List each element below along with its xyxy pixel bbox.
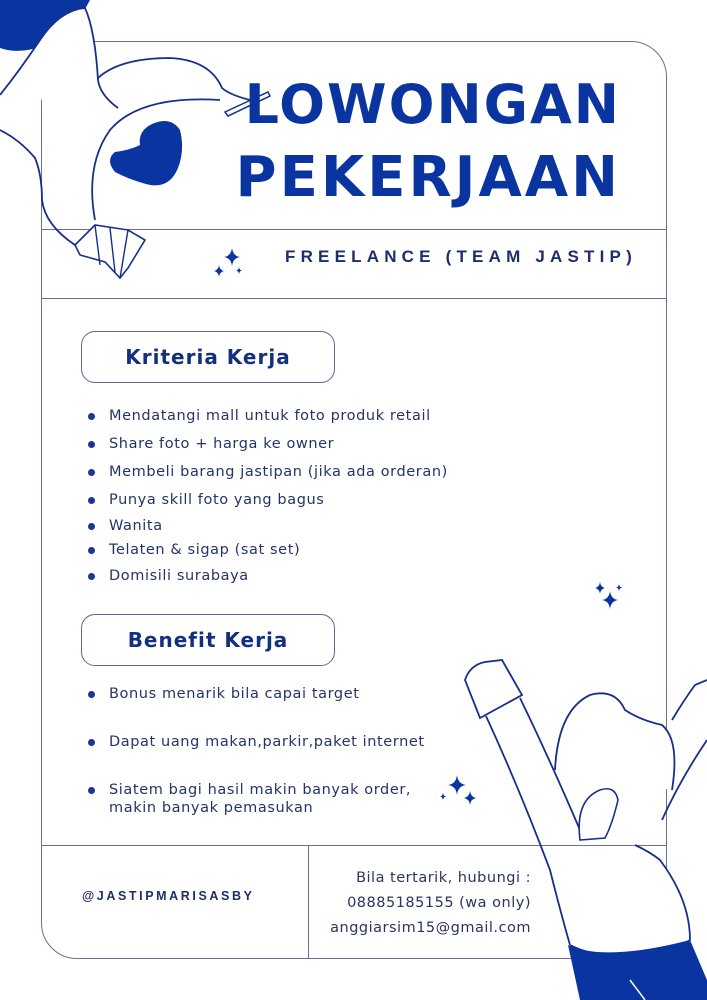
section-title-benefits: [81, 614, 335, 666]
list-item: Telaten & sigap (sat set): [88, 541, 448, 559]
criteria-list: [88, 407, 448, 585]
title-line-2: PEKERJAAN: [235, 145, 621, 210]
list-item: Mendatangi mall untuk foto produk retail: [88, 407, 448, 425]
contact-label: Bila tertarik, hubungi :: [356, 870, 531, 886]
person-cheering-illustration: [440, 640, 707, 1000]
list-item-line-2: makin banyak pemasukan: [109, 800, 314, 816]
list-item: Domisili surabaya: [88, 567, 448, 585]
title-line-1: LOWONGAN: [244, 73, 621, 136]
list-item-line-1: Siatem bagi hasil makin banyak order,: [109, 782, 412, 798]
contact-phone[interactable]: 08885185155 (wa only): [347, 895, 531, 911]
list-item: Dapat uang makan,parkir,paket internet: [88, 733, 425, 751]
section-title-benefits-label: Benefit Kerja: [127, 628, 289, 652]
contact-block: [330, 866, 531, 941]
divider-subtitle: [42, 298, 666, 299]
divider-footer-vertical: [308, 845, 309, 958]
list-item: [88, 781, 425, 817]
list-item: Bonus menarik bila capai target: [88, 685, 425, 703]
contact-email[interactable]: anggiarsim15@gmail.com: [330, 920, 531, 936]
section-title-criteria-label: Kriteria Kerja: [125, 345, 291, 369]
list-item: Punya skill foto yang bagus: [88, 491, 448, 509]
list-item: Wanita: [88, 517, 448, 535]
social-handle[interactable]: @JASTIPMARISASBY: [82, 889, 255, 903]
benefits-list: [88, 685, 425, 817]
sparkle-icon: [592, 580, 626, 614]
sparkle-icon: [212, 246, 248, 282]
list-item: Membeli barang jastipan (jika ada orderan): [88, 463, 448, 481]
list-item: Share foto + harga ke owner: [88, 435, 448, 453]
subtitle: FREELANCE (TEAM JASTIP): [285, 247, 637, 266]
section-title-criteria: [81, 331, 335, 383]
